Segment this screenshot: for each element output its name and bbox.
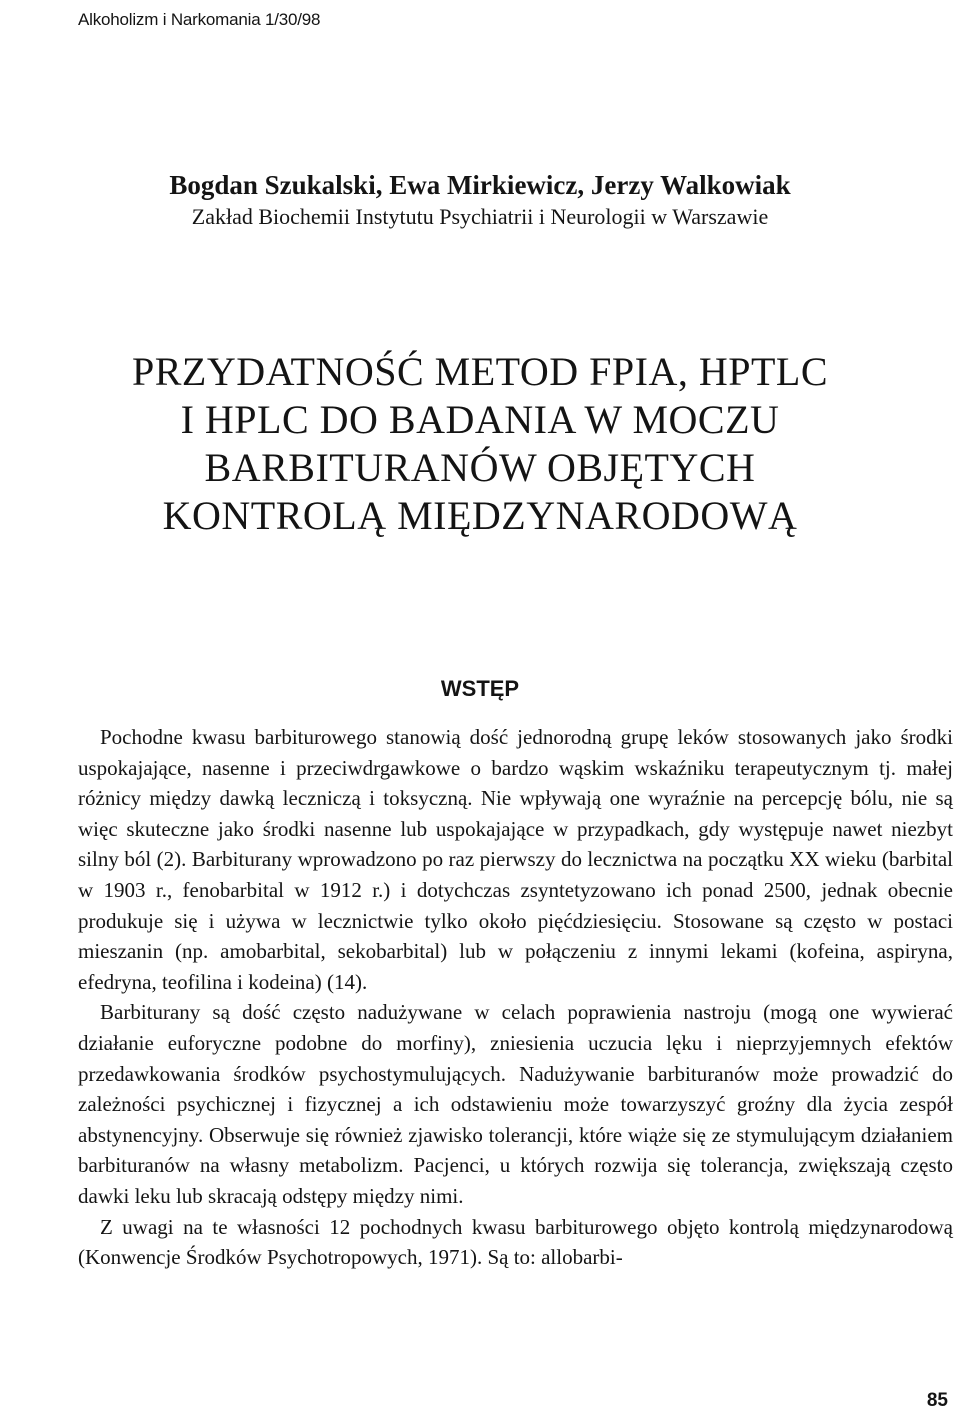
title-line: PRZYDATNOŚĆ METOD FPIA, HPTLC	[131, 349, 829, 394]
paragraph: Z uwagi na te własności 12 pochodnych kwasu barbiturowego objęto kontrolą międzynarodową (Konwencje Środków Psychotropowych, 1971). Są to: allobarbi-	[78, 1214, 953, 1270]
paragraph: Pochodne kwasu barbiturowego stanowią dość jednorodną grupę leków stosowanych jako środki uspokajające, nasenne i przeciwdrgawkowe o bardzo wąskim wskaźniku terapeutycznym tj. małej różnicy między dawką leczniczą i toksyczną. Nie wpływają one wyraźnie na percepcję bólu, nie są więc skuteczne jako środki nasenne lub uspokajające w przypadkach, gdy występuje nawet niezbyt silny ból (2). Barbiturany wprowadzono po raz pierwszy do lecznictwa na początku XX wieku (barbital w 1903 r., fenobarbital w 1912 r.) i dotychczas zsyntetyzowano ich ponad 2500, jednak obecnie produkuje się i używa w lecznictwie tylko około pięćdziesięciu. Stosowane są często w postaci mieszanin (np. amobarbital, sekobarbital) lub w połączeniu z innymi lekami (kofeina, aspiryna, efedryna, teofilina i kodeina) (14).	[78, 725, 953, 994]
authors: Bogdan Szukalski, Ewa Mirkiewicz, Jerzy Walkowiak	[169, 170, 791, 200]
article-title	[60, 348, 900, 540]
affiliation: Zakład Biochemii Instytutu Psychiatrii i Neurologii w Warszawie	[191, 204, 769, 229]
title-line: I HPLC DO BADANIA W MOCZU	[180, 397, 780, 442]
body-text	[78, 722, 953, 1273]
title-line: BARBITURANÓW OBJĘTYCH	[204, 445, 756, 490]
title-line: KONTROLĄ MIĘDZYNARODOWĄ	[162, 493, 798, 538]
section-heading: WSTĘP	[440, 676, 520, 701]
running-header: Alkoholizm i Narkomania 1/30/98	[78, 10, 321, 29]
paragraph: Barbiturany są dość często nadużywane w celach poprawienia nastroju (mogą one wywierać działanie euforyczne podobne do morfiny), zniesienia uczucia lęku i nieprzyjemnych efektów przedawkowania środków psychostymulujących. Nadużywanie barbituranów może prowadzić do zależności psychicznej i fizycznej a ich odstawieniu może towarzyszyć groźny dla życia zespół abstynencyjny. Obserwuje się również zjawisko tolerancji, które wiąże się ze stymulującym działaniem barbituranów na własny metabolizm. Pacjenci, u których rozwija się tolerancja, zwiększają często dawki leku lub skracają odstępy między nimi.	[78, 1000, 953, 1208]
page-number: 85	[926, 1390, 948, 1411]
